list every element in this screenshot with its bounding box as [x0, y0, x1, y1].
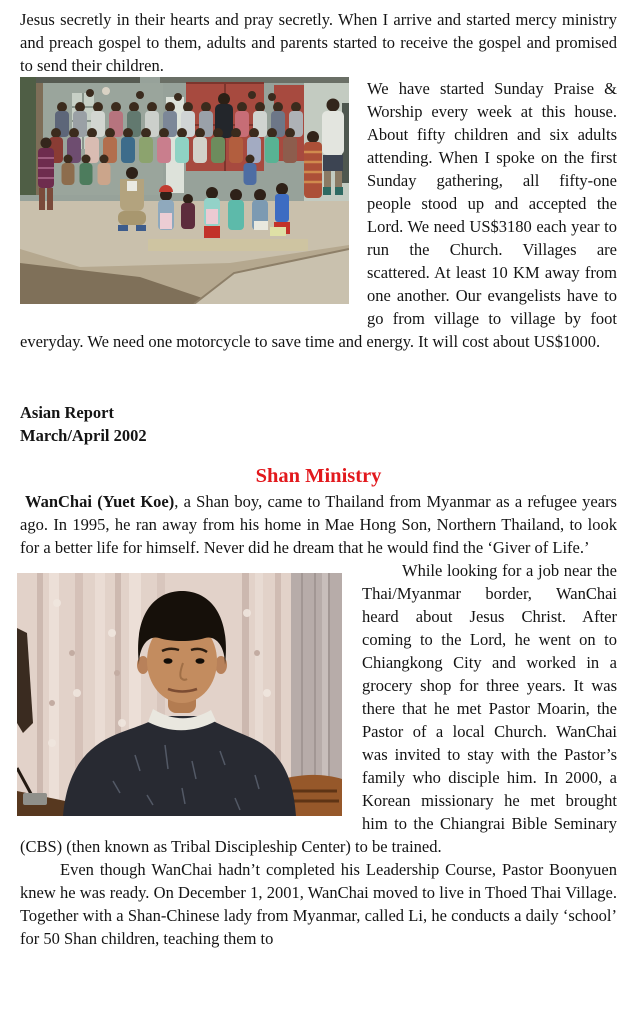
- wanchai-name-bold: WanChai (Yuet Koe): [25, 492, 175, 511]
- wanchai-portrait-photo: [17, 573, 342, 816]
- group-photo: [20, 77, 349, 304]
- wanchai-intro-text: , a Shan boy, came to Thailand from Myanmar as a refugee years ago. In 1995, he ran away from his home in Mae Hong Son, Northern Thailand, to look for a better life for himself. Never did he dream that: [20, 492, 617, 557]
- report-title-line1: Asian Report: [20, 403, 114, 422]
- paragraph-intro: Jesus secretly in their hearts and pray secretly. When I arrive and started mercy ministry and preach gospel to them, adults and parents started to receive the gospel and promised to send their children.: [20, 10, 617, 75]
- group-photo-illustration: [20, 77, 349, 304]
- paragraph-wanchai-village: Even though WanChai hadn’t completed his Leadership Course, Pastor Boonyuen knew he was ready. On December 1, 2001, WanChai moved to live in Thoed Thai Village. Together with a Shan-Chinese lady from Myanmar, called Li, he conducts a daily ‘school’ for 50 Shan children, teaching them to: [20, 860, 617, 948]
- paragraph-sunday-worship: We have started Sunday Praise & Worship every week at this house. About fifty children and six adults attending. When I spoke on the first Sunday gathering, all fifty-one people stood up and accepted the Lord. We need US$3180 each year to run the Church. Villages are scattered. At least 10 KM away from one another. Our evangelists have to go from village to village by foot everyday. We need one motorcycle to save time and energy. It will cost about US$1000.: [20, 79, 617, 351]
- section-heading-shan-ministry: Shan Ministry: [255, 465, 382, 487]
- paragraph-wanchai-intro: [20, 490, 617, 559]
- portrait-photo-illustration: [17, 573, 342, 816]
- report-title-line2: March/April 2002: [20, 426, 147, 445]
- wanchai-intro-tail: he would find the ‘Giver of Life.’: [367, 538, 590, 557]
- paragraph-wanchai-story: While looking for a job near the Thai/Myanmar border, WanChai heard about Jesus Christ. After coming to the Lord, he went on to Chiangkong City and worked in a grocery shop for three years. It was there that he met Pastor Moarin, the Pastor of a local Church. WanChai was invited to stay with the Pastor’s family who disciple him. In 2000, a Korean missionary he met brought him to the Chiangrai Bible Seminary (CBS) (then known as Tribal Discipleship Center) to be trained.: [20, 561, 617, 856]
- report-title: [20, 401, 617, 447]
